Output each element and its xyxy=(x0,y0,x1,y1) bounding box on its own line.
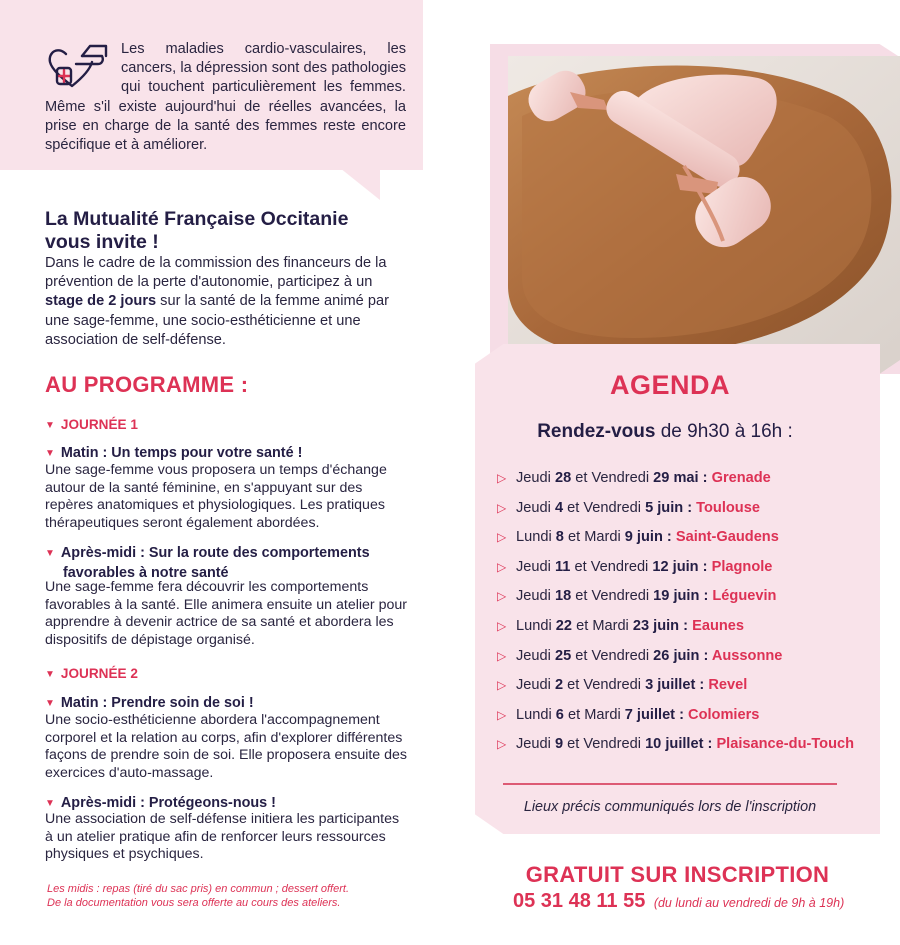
invite-title xyxy=(45,208,405,254)
day2-morning-title-text: Matin : Prendre soin de soi ! xyxy=(60,695,254,711)
agenda-conjunction: et xyxy=(567,677,580,694)
chevron-down-icon: ▼ xyxy=(45,448,55,459)
invite-body-before: Dans le cadre de la commission des financeurs de la prévention de la perte d'autonomie, participez à un xyxy=(45,255,387,291)
agenda-item xyxy=(497,673,897,703)
agenda-city: Aussonne xyxy=(711,647,783,664)
agenda-city: Colomiers xyxy=(688,706,760,723)
day2-morning-title xyxy=(45,694,405,714)
agenda-colon: : xyxy=(699,588,713,605)
agenda-item xyxy=(497,584,897,614)
agenda-item xyxy=(497,732,897,762)
day2-afternoon-title-text: Après-midi : Protégeons-nous ! xyxy=(60,795,276,811)
agenda-conjunction: et xyxy=(567,529,581,546)
agenda-item xyxy=(497,644,897,674)
day2-afternoon-text: Une association de self-défense initiera les participantes à un atelier pratique afin de renforcer leurs ressources physiques et psychiques. xyxy=(45,811,400,863)
agenda-city: Eaunes xyxy=(692,617,745,634)
program-title: AU PROGRAMME : xyxy=(45,372,249,397)
day1-afternoon-title-1: Après-midi : Sur la route des comportements xyxy=(60,545,370,561)
agenda-date2: 10 juillet xyxy=(645,736,704,753)
agenda-title: AGENDA xyxy=(609,370,730,400)
day1-label-text: JOURNÉE 1 xyxy=(60,417,138,432)
intro-panel-notch xyxy=(340,168,380,200)
agenda-list xyxy=(497,466,897,762)
agenda-colon: : xyxy=(698,470,712,486)
agenda-city: Toulouse xyxy=(696,499,760,516)
chevron-down-icon: ▼ xyxy=(45,698,55,709)
triangle-right-icon: ▷ xyxy=(497,707,507,722)
agenda-day1: Jeudi xyxy=(516,499,551,516)
agenda-day2: Vendredi xyxy=(591,647,650,664)
agenda-day2: Vendredi xyxy=(591,588,650,605)
agenda-date1: 4 xyxy=(554,499,564,516)
agenda-conjunction: et xyxy=(575,647,588,664)
agenda-colon: : xyxy=(679,617,693,634)
chevron-down-icon: ▼ xyxy=(45,548,55,559)
intro-icon-spacer xyxy=(45,40,121,96)
agenda-colon: : xyxy=(703,736,717,753)
chevron-down-icon: ▼ xyxy=(45,420,55,431)
agenda-item xyxy=(497,614,897,644)
agenda-conjunction: et xyxy=(567,706,581,723)
agenda-item xyxy=(497,703,897,733)
agenda-day1: Jeudi xyxy=(516,736,551,753)
agenda-day1: Lundi xyxy=(516,617,552,634)
phone-hours: (du lundi au vendredi de 9h à 19h) xyxy=(653,896,845,910)
intro-text: Les maladies cardio-vasculaires, les cancers, la dépression sont des pathologies qui touchent particulièrement les femmes. Même s'il existe aujourd'hui de réelles avancées, la prise en charge de la santé des femmes reste encore spécifique et à améliorer. xyxy=(45,41,406,154)
agenda-day1: Lundi xyxy=(516,706,552,723)
agenda-date2: 3 juillet xyxy=(645,677,696,694)
day1-morning-title xyxy=(45,444,405,464)
agenda-day1: Jeudi xyxy=(516,677,551,694)
agenda-divider xyxy=(503,783,837,785)
day1-afternoon-title-2: favorables à notre santé xyxy=(63,565,229,581)
agenda-date1: 18 xyxy=(554,588,572,605)
agenda-schedule xyxy=(475,421,855,443)
footnote-line1: Les midis : repas (tiré du sac pris) en commun ; dessert offert. xyxy=(47,883,350,895)
agenda-colon: : xyxy=(695,677,709,694)
day1-morning-title-text: Matin : Un temps pour votre santé ! xyxy=(60,445,303,461)
agenda-day2: Vendredi xyxy=(583,677,641,694)
day2-label-text: JOURNÉE 2 xyxy=(60,666,138,681)
agenda-date1: 28 xyxy=(554,470,572,486)
intro-paragraph xyxy=(45,40,406,155)
agenda-colon: : xyxy=(675,706,689,723)
agenda-day2: Vendredi xyxy=(591,470,650,486)
phone-number[interactable]: 05 31 48 11 55 xyxy=(513,890,646,912)
agenda-city: Grenade xyxy=(711,470,771,486)
face-roller-photo xyxy=(508,56,900,376)
agenda-date1: 25 xyxy=(554,647,572,664)
agenda-day2: Mardi xyxy=(584,529,621,546)
agenda-city: Plaisance-du-Touch xyxy=(716,736,855,753)
invite-title-line2: vous invite ! xyxy=(45,231,159,253)
agenda-conjunction: et xyxy=(575,470,588,486)
day2-morning-text: Une socio-esthéticienne abordera l'accompagnement corporel et la relation au corps, afin d'explorer différentes façons de prendre soin de soi. Elle proposera ensuite des exercices d'auto-massage. xyxy=(45,712,408,781)
agenda-date1: 6 xyxy=(555,706,564,723)
agenda-colon: : xyxy=(662,529,676,546)
agenda-day2: Mardi xyxy=(592,617,629,634)
agenda-date2: 7 juillet xyxy=(624,706,676,723)
agenda-date1: 9 xyxy=(554,736,564,753)
agenda-day2: Vendredi xyxy=(583,499,641,516)
agenda-date1: 8 xyxy=(555,529,564,546)
agenda-day2: Mardi xyxy=(584,706,621,723)
agenda-day1: Lundi xyxy=(516,529,552,546)
agenda-schedule-hours: de 9h30 à 16h : xyxy=(655,421,793,442)
triangle-right-icon: ▷ xyxy=(497,530,507,545)
agenda-conjunction: et xyxy=(575,588,588,605)
footnote xyxy=(47,882,407,911)
day1-label xyxy=(45,417,138,432)
agenda-date2: 5 juin xyxy=(645,499,684,516)
triangle-right-icon: ▷ xyxy=(497,737,507,752)
chevron-down-icon: ▼ xyxy=(45,798,55,809)
contact-line xyxy=(513,890,844,913)
triangle-right-icon: ▷ xyxy=(497,678,507,693)
agenda-item xyxy=(497,555,897,585)
agenda-city: Revel xyxy=(708,677,748,694)
footnote-line2: De la documentation vous sera offerte au cours des ateliers. xyxy=(47,897,341,910)
agenda-conjunction: et xyxy=(567,499,580,516)
agenda-day1: Jeudi xyxy=(516,588,551,605)
agenda-conjunction: et xyxy=(576,617,589,634)
agenda-day1: Jeudi xyxy=(516,558,551,575)
agenda-day1: Jeudi xyxy=(516,647,551,664)
day2-label xyxy=(45,666,138,681)
agenda-day2: Vendredi xyxy=(590,558,649,575)
triangle-right-icon: ▷ xyxy=(497,471,507,485)
triangle-right-icon: ▷ xyxy=(497,500,507,515)
agenda-city: Saint-Gaudens xyxy=(675,529,779,546)
triangle-right-icon: ▷ xyxy=(497,559,507,574)
agenda-date1: 22 xyxy=(555,617,573,634)
agenda-date2: 26 juin xyxy=(653,647,700,664)
day1-afternoon-title xyxy=(45,544,405,582)
agenda-city: Léguevin xyxy=(712,588,777,605)
agenda-item xyxy=(497,525,897,555)
agenda-date2: 19 juin xyxy=(653,588,700,605)
agenda-date1: 11 xyxy=(554,558,571,575)
agenda-colon: : xyxy=(698,558,712,575)
agenda-city: Plagnole xyxy=(711,558,773,575)
agenda-day1: Jeudi xyxy=(516,470,551,486)
agenda-date2: 23 juin xyxy=(632,617,680,634)
agenda-conjunction: et xyxy=(567,736,580,753)
invite-body-bold: stage de 2 jours xyxy=(45,293,157,310)
agenda-colon: : xyxy=(699,647,712,664)
day1-morning-text: Une sage-femme vous proposera un temps d'échange autour de la santé féminine, en s'appuyant sur des repères anatomiques et physiologiques. Les pratiques thérapeutiques seront également abordées. xyxy=(45,462,387,531)
invite-body xyxy=(45,254,407,350)
agenda-day2: Vendredi xyxy=(583,736,641,753)
invite-body-after: sur la santé de la femme animé par une sage-femme, une socio-esthéticienne et une association de self-défense. xyxy=(45,293,389,348)
agenda-date2: 12 juin xyxy=(652,558,699,575)
agenda-date2: 9 juin xyxy=(624,529,663,546)
agenda-conjunction: et xyxy=(574,558,587,575)
triangle-right-icon: ▷ xyxy=(497,648,507,663)
triangle-right-icon: ▷ xyxy=(497,589,507,604)
face-roller-illustration xyxy=(508,56,900,376)
free-registration: GRATUIT SUR INSCRIPTION xyxy=(525,862,830,887)
agenda-item xyxy=(497,496,897,526)
agenda-location-note: Lieux précis communiqués lors de l'inscription xyxy=(523,799,817,815)
agenda-schedule-bold: Rendez-vous xyxy=(537,421,656,442)
chevron-down-icon: ▼ xyxy=(45,669,55,680)
agenda-item xyxy=(497,466,897,496)
agenda-colon: : xyxy=(683,499,697,516)
invite-title-line1: La Mutualité Française Occitanie xyxy=(45,208,349,230)
day1-afternoon-text: Une sage-femme fera découvrir les comportements favorables à la santé. Elle animera ensuite un atelier pour apprendre à devenir actrice de sa santé et abordera les dispositifs de dépistage organisé. xyxy=(45,579,407,648)
agenda-date1: 2 xyxy=(554,677,564,694)
triangle-right-icon: ▷ xyxy=(497,618,507,633)
agenda-date2: 29 mai xyxy=(653,470,699,486)
